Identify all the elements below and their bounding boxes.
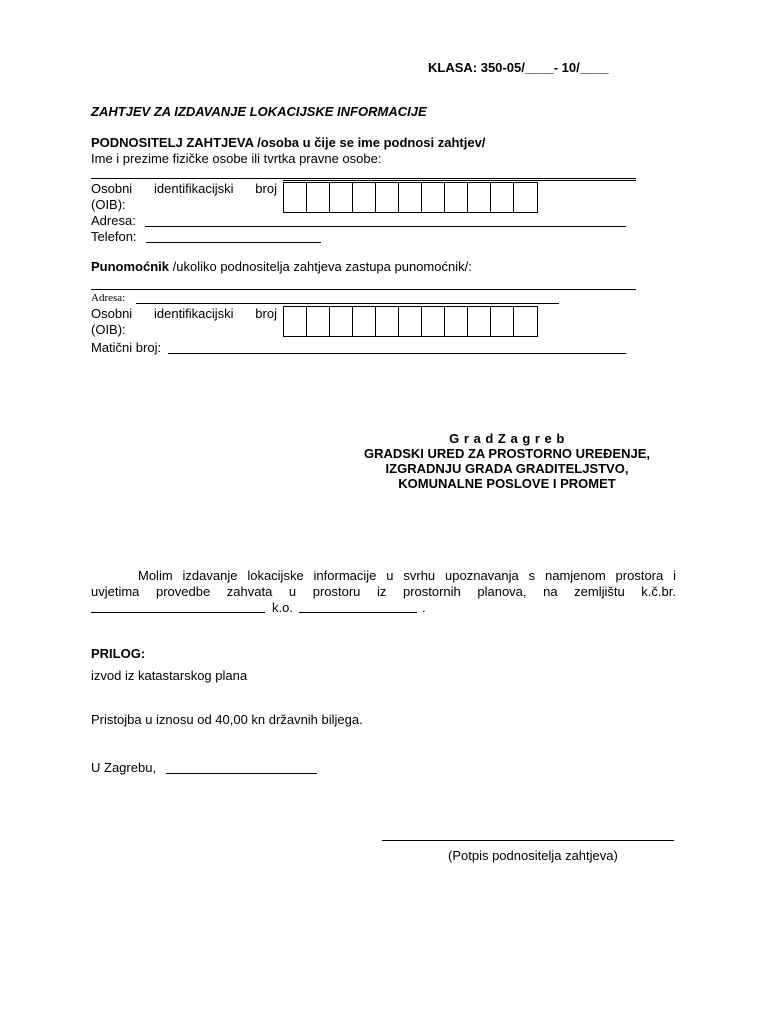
applicant-name-label: Ime i prezime fizičke osobe ili tvrtka pravne osobe:	[91, 151, 382, 166]
oib-digit-box[interactable]	[376, 307, 399, 336]
request-text-line-2: uvjetima provedbe zahvata u prostoru iz prostornih planova, na zemljištu k.č.br.	[91, 584, 676, 599]
recipient-city: G r a d Z a g r e b	[449, 431, 565, 446]
date-line[interactable]	[166, 773, 317, 774]
proxy-address-label: Adresa:	[91, 292, 126, 304]
applicant-address-line[interactable]	[145, 226, 626, 227]
applicant-address-label: Adresa:	[91, 213, 136, 228]
oib-digit-box[interactable]	[468, 307, 491, 336]
oib-digit-box[interactable]	[514, 307, 537, 336]
signature-caption: (Potpis podnositelja zahtjeva)	[448, 848, 618, 863]
applicant-oib-label: Osobni identifikacijski broj	[91, 181, 277, 196]
oib-digit-box[interactable]	[445, 183, 468, 212]
applicant-oib-top-line	[283, 180, 636, 181]
klasa-number: KLASA: 350-05/____- 10/____	[428, 60, 609, 75]
applicant-oib-label-2: (OIB):	[91, 197, 126, 212]
proxy-mb-label: Matični broj:	[91, 340, 162, 355]
proxy-heading-bold: Punomoćnik	[91, 259, 170, 274]
proxy-heading-rest: /ukoliko podnositelja zahtjeva zastupa punomoćnik/:	[169, 259, 472, 274]
oib-digit-box[interactable]	[491, 307, 514, 336]
oib-digit-box[interactable]	[353, 307, 376, 336]
request-text-line-1: Molim izdavanje lokacijske informacije u svrhu upoznavanja s namjenom prostora i	[138, 568, 676, 583]
oib-digit-box[interactable]	[422, 183, 445, 212]
oib-digit-box[interactable]	[491, 183, 514, 212]
applicant-heading-rest: /osoba u čije se ime podnosi zahtjev/	[253, 135, 486, 150]
oib-digit-box[interactable]	[330, 183, 353, 212]
oib-digit-box[interactable]	[399, 183, 422, 212]
oib-digit-box[interactable]	[399, 307, 422, 336]
applicant-phone-line[interactable]	[146, 242, 321, 243]
recipient-office-line-1: GRADSKI URED ZA PROSTORNO UREĐENJE,	[363, 446, 651, 461]
proxy-oib-label-2: (OIB):	[91, 322, 126, 337]
oib-digit-box[interactable]	[307, 307, 330, 336]
proxy-oib-label: Osobni identifikacijski broj	[91, 306, 277, 321]
recipient-office-line-2: IZGRADNJU GRADA GRADITELJSTVO,	[385, 461, 629, 476]
document-title: ZAHTJEV ZA IZDAVANJE LOKACIJSKE INFORMACIJE	[91, 104, 427, 119]
oib-digit-box[interactable]	[284, 307, 307, 336]
ko-label: k.o.	[272, 600, 293, 615]
proxy-mb-line[interactable]	[168, 353, 626, 354]
oib-digit-box[interactable]	[284, 183, 307, 212]
oib-digit-box[interactable]	[330, 307, 353, 336]
proxy-oib-boxes[interactable]	[283, 306, 538, 337]
place-label: U Zagrebu,	[91, 760, 157, 775]
attachments-heading: PRILOG:	[91, 646, 146, 661]
proxy-name-line[interactable]	[91, 289, 636, 290]
applicant-heading-bold: PODNOSITELJ ZAHTJEVA	[91, 135, 254, 150]
oib-digit-box[interactable]	[422, 307, 445, 336]
oib-digit-box[interactable]	[514, 183, 537, 212]
oib-digit-box[interactable]	[376, 183, 399, 212]
applicant-name-line[interactable]	[91, 178, 636, 179]
oib-digit-box[interactable]	[468, 183, 491, 212]
proxy-heading	[91, 259, 472, 275]
recipient-office-line-3: KOMUNALNE POSLOVE I PROMET	[398, 476, 616, 491]
oib-digit-box[interactable]	[445, 307, 468, 336]
applicant-oib-boxes[interactable]	[283, 182, 538, 213]
kcbr-line[interactable]	[91, 612, 265, 613]
applicant-heading	[91, 135, 485, 151]
oib-digit-box[interactable]	[353, 183, 376, 212]
oib-digit-box[interactable]	[307, 183, 330, 212]
applicant-phone-label: Telefon:	[91, 229, 137, 244]
fee-note: Pristojba u iznosu od 40,00 kn državnih biljega.	[91, 712, 363, 727]
request-text-end: .	[422, 600, 426, 615]
attachment-item: izvod iz katastarskog plana	[91, 668, 248, 683]
signature-line[interactable]	[382, 840, 674, 841]
proxy-address-line[interactable]	[136, 303, 559, 304]
ko-line[interactable]	[299, 612, 417, 613]
